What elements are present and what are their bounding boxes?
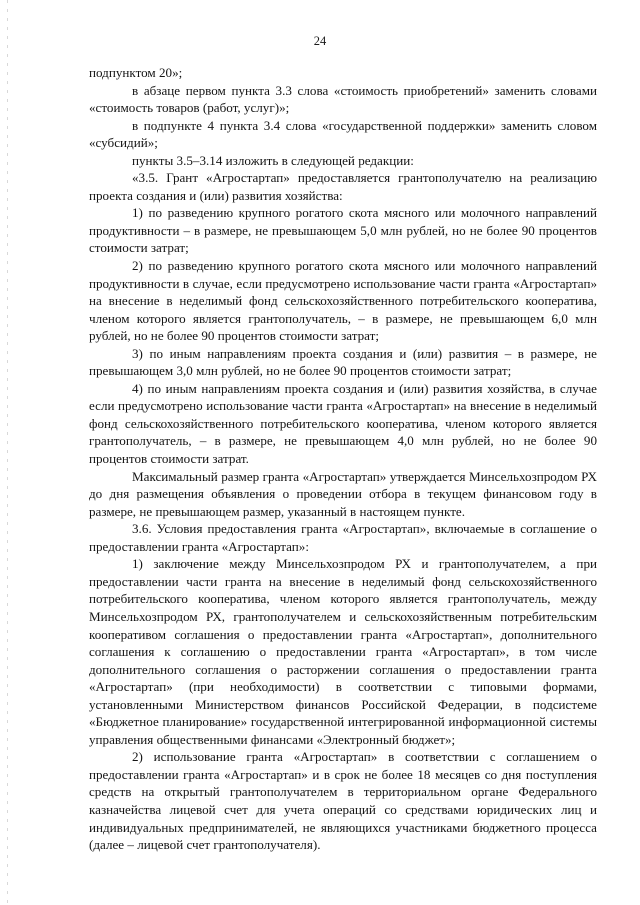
paragraph-clause-3-5: «3.5. Грант «Агростартап» предоставляется грантополучателю на реализацию проекта создания и (или) развития хозяйства: bbox=[89, 170, 597, 203]
paragraph-max-grant: Максимальный размер гранта «Агростартап» утверждается Минсельхозпродом РХ до дня размещения объявления о проведении отбора в текущем финансовом году в размере, не превышающем размер, указанный в настоящем пункте. bbox=[89, 468, 597, 519]
document-body bbox=[89, 64, 597, 854]
paragraph-amend-3-3: в абзаце первом пункта 3.3 слова «стоимость приобретений» заменить словами «стоимость товаров (работ, услуг)»; bbox=[89, 82, 597, 116]
paragraph-item-4: 4) по иным направлениям проекта создания и (или) развития хозяйства, в случае если предусмотрено использование части гранта «Агростартап» на внесение в неделимый фонд сельскохозяйственного потребительского кооператива, членом которого является грантополучатель, – в размере, не превышающем 4,0 млн рублей, но не более 90 процентов стоимости затрат. bbox=[89, 380, 597, 467]
paragraph-amend-3-4: в подпункте 4 пункта 3.4 слова «государственной поддержки» заменить словом «субсидий»; bbox=[89, 117, 597, 151]
paragraph-item-1: 1) по разведению крупного рогатого скота мясного или молочного направлений продуктивности – в размере, не превышающем 5,0 млн рублей, но не более 90 процентов стоимости затрат; bbox=[89, 205, 597, 256]
scan-edge bbox=[7, 0, 8, 905]
paragraph-clause-3-6: 3.6. Условия предоставления гранта «Агростартап», включаемые в соглашение о предоставлении гранта «Агростартап»: bbox=[89, 521, 597, 554]
paragraph-continuation: подпунктом 20»; bbox=[89, 65, 183, 80]
page-number: 24 bbox=[313, 34, 327, 48]
paragraph-item-2: 2) по разведению крупного рогатого скота мясного или молочного направлений продуктивности в случае, если предусмотрено использование части гранта «Агростартап» на внесение в неделимый фонд сельскохозяйственного потребительского кооператива, членом которого является грантополучатель, – в размере, не превышающем 6,0 млн рублей, но не более 90 процентов стоимости затрат; bbox=[89, 258, 597, 344]
paragraph-item-3: 3) по иным направлениям проекта создания и (или) развития – в размере, не превышающем 3,0 млн рублей, но не более 90 процентов стоимости затрат; bbox=[89, 345, 597, 379]
paragraph-condition-1: 1) заключение между Минсельхозпродом РХ и грантополучателем, а при предоставлении части гранта на внесение в неделимый фонд сельскохозяйственного потребительского кооператива, членом которого является грантополучатель, между Минсельхозпродом РХ, грантополучателем и сельскохозяйственным потребительским кооперативом соглашения о предоставлении гранта «Агростартап», дополнительного соглашения к соглашению о предоставлении гранта «Агростартап», в том числе дополнительного соглашения о расторжении соглашения о предоставлении гранта «Агростартап» (при необходимости) в соответствии с типовыми формами, установленными Министерством финансов Российской Федерации, в подсистеме «Бюджетное планирование» государственной интегрированной информационной системы управления общественными финансами «Электронный бюджет»; bbox=[89, 556, 597, 747]
paragraph-amend-3-5-3-14: пункты 3.5–3.14 изложить в следующей редакции: bbox=[132, 152, 414, 168]
paragraph-condition-2: 2) использование гранта «Агростартап» в соответствии с соглашением о предоставлении гранта «Агростартап» и в срок не более 18 месяцев со дня поступления средств на открытый грантополучателем в территориальном органе Федерального казначейства лицевой счет для учета операций со средствами юридических лиц и индивидуальных предпринимателей, не являющихся участниками бюджетного процесса (далее – лицевой счет грантополучателя). bbox=[89, 749, 597, 853]
